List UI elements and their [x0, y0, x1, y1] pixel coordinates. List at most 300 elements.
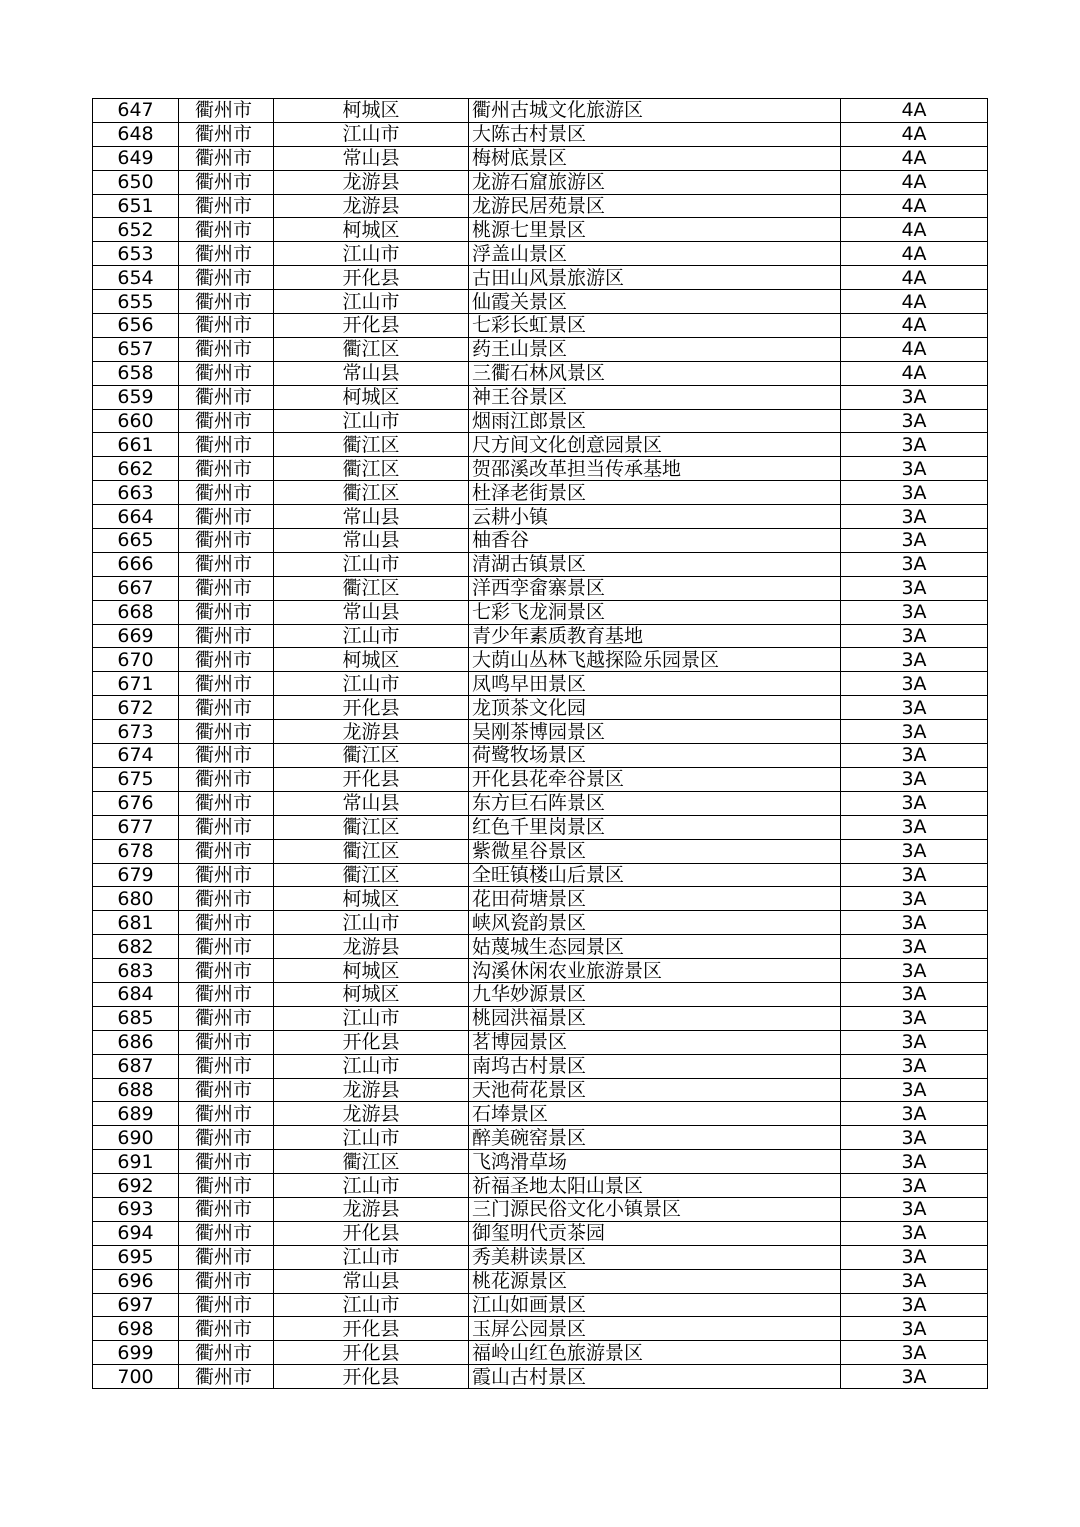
city-cell: 衢州市	[179, 1126, 274, 1150]
scenic-name-cell: 江山如画景区	[469, 1293, 841, 1317]
scenic-name-cell: 玉屏公园景区	[469, 1317, 841, 1341]
row-number-cell: 675	[93, 767, 179, 791]
rating-level-cell: 3A	[841, 1174, 988, 1198]
district-cell: 江山市	[274, 290, 469, 314]
table-row	[93, 744, 988, 768]
city-cell: 衢州市	[179, 935, 274, 959]
scenic-name-cell: 三门源民俗文化小镇景区	[469, 1197, 841, 1221]
rating-level-cell: 3A	[841, 1006, 988, 1030]
row-number-cell: 697	[93, 1293, 179, 1317]
table-row	[93, 433, 988, 457]
district-cell: 常山县	[274, 146, 469, 170]
scenic-name-cell: 醉美碗窑景区	[469, 1126, 841, 1150]
rating-level-cell: 4A	[841, 122, 988, 146]
row-number-cell: 692	[93, 1174, 179, 1198]
scenic-name-cell: 梅树底景区	[469, 146, 841, 170]
scenic-area-table	[92, 98, 988, 1389]
rating-level-cell: 4A	[841, 361, 988, 385]
table-row	[93, 1054, 988, 1078]
table-row	[93, 457, 988, 481]
scenic-name-cell: 茗博园景区	[469, 1030, 841, 1054]
table-row	[93, 170, 988, 194]
city-cell: 衢州市	[179, 505, 274, 529]
table-row	[93, 935, 988, 959]
district-cell: 开化县	[274, 266, 469, 290]
scenic-name-cell: 南坞古村景区	[469, 1054, 841, 1078]
rating-level-cell: 3A	[841, 1341, 988, 1365]
city-cell: 衢州市	[179, 290, 274, 314]
district-cell: 衢江区	[274, 337, 469, 361]
rating-level-cell: 3A	[841, 1126, 988, 1150]
table-row	[93, 1269, 988, 1293]
scenic-name-cell: 洋西孪畲寨景区	[469, 576, 841, 600]
scenic-name-cell: 古田山风景旅游区	[469, 266, 841, 290]
city-cell: 衢州市	[179, 1006, 274, 1030]
district-cell: 龙游县	[274, 720, 469, 744]
district-cell: 常山县	[274, 791, 469, 815]
row-number-cell: 694	[93, 1221, 179, 1245]
district-cell: 龙游县	[274, 1078, 469, 1102]
district-cell: 江山市	[274, 1006, 469, 1030]
city-cell: 衢州市	[179, 242, 274, 266]
row-number-cell: 648	[93, 122, 179, 146]
row-number-cell: 651	[93, 194, 179, 218]
district-cell: 衢江区	[274, 744, 469, 768]
scenic-name-cell: 九华妙源景区	[469, 982, 841, 1006]
row-number-cell: 654	[93, 266, 179, 290]
row-number-cell: 693	[93, 1197, 179, 1221]
row-number-cell: 684	[93, 982, 179, 1006]
rating-level-cell: 3A	[841, 1245, 988, 1269]
scenic-name-cell: 烟雨江郎景区	[469, 409, 841, 433]
rating-level-cell: 3A	[841, 576, 988, 600]
rating-level-cell: 3A	[841, 529, 988, 553]
scenic-name-cell: 天池荷花景区	[469, 1078, 841, 1102]
table-row	[93, 1245, 988, 1269]
city-cell: 衢州市	[179, 385, 274, 409]
row-number-cell: 666	[93, 552, 179, 576]
row-number-cell: 695	[93, 1245, 179, 1269]
scenic-name-cell: 杜泽老街景区	[469, 481, 841, 505]
rating-level-cell: 4A	[841, 218, 988, 242]
district-cell: 衢江区	[274, 863, 469, 887]
rating-level-cell: 4A	[841, 266, 988, 290]
rating-level-cell: 3A	[841, 409, 988, 433]
city-cell: 衢州市	[179, 146, 274, 170]
rating-level-cell: 3A	[841, 982, 988, 1006]
row-number-cell: 686	[93, 1030, 179, 1054]
row-number-cell: 662	[93, 457, 179, 481]
row-number-cell: 660	[93, 409, 179, 433]
city-cell: 衢州市	[179, 959, 274, 983]
district-cell: 衢江区	[274, 457, 469, 481]
district-cell: 柯城区	[274, 648, 469, 672]
scenic-name-cell: 神王谷景区	[469, 385, 841, 409]
table-row	[93, 1006, 988, 1030]
district-cell: 江山市	[274, 911, 469, 935]
rating-level-cell: 3A	[841, 1102, 988, 1126]
city-cell: 衢州市	[179, 1317, 274, 1341]
scenic-name-cell: 清湖古镇景区	[469, 552, 841, 576]
row-number-cell: 678	[93, 839, 179, 863]
table-row	[93, 600, 988, 624]
rating-level-cell: 4A	[841, 194, 988, 218]
rating-level-cell: 4A	[841, 314, 988, 338]
table-row	[93, 409, 988, 433]
rating-level-cell: 3A	[841, 1317, 988, 1341]
table-row	[93, 529, 988, 553]
rating-level-cell: 3A	[841, 815, 988, 839]
scenic-name-cell: 青少年素质教育基地	[469, 624, 841, 648]
district-cell: 江山市	[274, 1126, 469, 1150]
table-row	[93, 99, 988, 123]
row-number-cell: 687	[93, 1054, 179, 1078]
rating-level-cell: 4A	[841, 99, 988, 123]
rating-level-cell: 3A	[841, 672, 988, 696]
city-cell: 衢州市	[179, 1365, 274, 1389]
rating-level-cell: 4A	[841, 146, 988, 170]
table-row	[93, 1197, 988, 1221]
scenic-name-cell: 大荫山丛林飞越探险乐园景区	[469, 648, 841, 672]
rating-level-cell: 3A	[841, 959, 988, 983]
scenic-name-cell: 福岭山红色旅游景区	[469, 1341, 841, 1365]
row-number-cell: 689	[93, 1102, 179, 1126]
rating-level-cell: 3A	[841, 624, 988, 648]
city-cell: 衢州市	[179, 314, 274, 338]
scenic-name-cell: 全旺镇楼山后景区	[469, 863, 841, 887]
district-cell: 开化县	[274, 1341, 469, 1365]
district-cell: 开化县	[274, 314, 469, 338]
scenic-name-cell: 柚香谷	[469, 529, 841, 553]
row-number-cell: 668	[93, 600, 179, 624]
city-cell: 衢州市	[179, 552, 274, 576]
district-cell: 江山市	[274, 552, 469, 576]
table-row	[93, 1174, 988, 1198]
rating-level-cell: 3A	[841, 481, 988, 505]
rating-level-cell: 3A	[841, 767, 988, 791]
row-number-cell: 670	[93, 648, 179, 672]
table-row	[93, 385, 988, 409]
rating-level-cell: 3A	[841, 648, 988, 672]
rating-level-cell: 3A	[841, 1054, 988, 1078]
district-cell: 开化县	[274, 1365, 469, 1389]
city-cell: 衢州市	[179, 600, 274, 624]
row-number-cell: 665	[93, 529, 179, 553]
scenic-name-cell: 花田荷塘景区	[469, 887, 841, 911]
scenic-name-cell: 尺方间文化创意园景区	[469, 433, 841, 457]
row-number-cell: 685	[93, 1006, 179, 1030]
row-number-cell: 669	[93, 624, 179, 648]
district-cell: 江山市	[274, 242, 469, 266]
row-number-cell: 676	[93, 791, 179, 815]
city-cell: 衢州市	[179, 457, 274, 481]
city-cell: 衢州市	[179, 529, 274, 553]
scenic-name-cell: 飞鸿滑草场	[469, 1150, 841, 1174]
district-cell: 衢江区	[274, 433, 469, 457]
city-cell: 衢州市	[179, 1221, 274, 1245]
table-row	[93, 122, 988, 146]
table-row	[93, 1221, 988, 1245]
table-row	[93, 696, 988, 720]
district-cell: 江山市	[274, 1245, 469, 1269]
district-cell: 江山市	[274, 1054, 469, 1078]
rating-level-cell: 3A	[841, 1078, 988, 1102]
row-number-cell: 657	[93, 337, 179, 361]
row-number-cell: 661	[93, 433, 179, 457]
city-cell: 衢州市	[179, 361, 274, 385]
city-cell: 衢州市	[179, 1197, 274, 1221]
table-row	[93, 887, 988, 911]
city-cell: 衢州市	[179, 1102, 274, 1126]
row-number-cell: 652	[93, 218, 179, 242]
table-row	[93, 481, 988, 505]
city-cell: 衢州市	[179, 696, 274, 720]
table-row	[93, 218, 988, 242]
row-number-cell: 696	[93, 1269, 179, 1293]
table-row	[93, 290, 988, 314]
district-cell: 衢江区	[274, 815, 469, 839]
city-cell: 衢州市	[179, 1078, 274, 1102]
district-cell: 龙游县	[274, 170, 469, 194]
rating-level-cell: 3A	[841, 433, 988, 457]
district-cell: 衢江区	[274, 839, 469, 863]
scenic-name-cell: 荷鹭牧场景区	[469, 744, 841, 768]
city-cell: 衢州市	[179, 815, 274, 839]
district-cell: 开化县	[274, 1030, 469, 1054]
district-cell: 常山县	[274, 505, 469, 529]
scenic-name-cell: 龙游民居苑景区	[469, 194, 841, 218]
district-cell: 开化县	[274, 1317, 469, 1341]
table-row	[93, 146, 988, 170]
scenic-name-cell: 紫微星谷景区	[469, 839, 841, 863]
table-row	[93, 314, 988, 338]
city-cell: 衢州市	[179, 1341, 274, 1365]
rating-level-cell: 4A	[841, 170, 988, 194]
row-number-cell: 650	[93, 170, 179, 194]
city-cell: 衢州市	[179, 982, 274, 1006]
row-number-cell: 671	[93, 672, 179, 696]
city-cell: 衢州市	[179, 791, 274, 815]
row-number-cell: 691	[93, 1150, 179, 1174]
table-row	[93, 1293, 988, 1317]
rating-level-cell: 3A	[841, 1365, 988, 1389]
district-cell: 柯城区	[274, 385, 469, 409]
rating-level-cell: 3A	[841, 1269, 988, 1293]
rating-level-cell: 3A	[841, 600, 988, 624]
row-number-cell: 674	[93, 744, 179, 768]
row-number-cell: 699	[93, 1341, 179, 1365]
city-cell: 衢州市	[179, 839, 274, 863]
city-cell: 衢州市	[179, 1174, 274, 1198]
row-number-cell: 700	[93, 1365, 179, 1389]
rating-level-cell: 3A	[841, 839, 988, 863]
scenic-name-cell: 峡风瓷韵景区	[469, 911, 841, 935]
table-row	[93, 194, 988, 218]
table-row	[93, 648, 988, 672]
city-cell: 衢州市	[179, 337, 274, 361]
district-cell: 柯城区	[274, 982, 469, 1006]
table-row	[93, 1102, 988, 1126]
district-cell: 柯城区	[274, 887, 469, 911]
table-row	[93, 624, 988, 648]
row-number-cell: 663	[93, 481, 179, 505]
city-cell: 衢州市	[179, 1293, 274, 1317]
rating-level-cell: 3A	[841, 1030, 988, 1054]
rating-level-cell: 4A	[841, 337, 988, 361]
table-row	[93, 242, 988, 266]
table-row	[93, 1030, 988, 1054]
rating-level-cell: 3A	[841, 1150, 988, 1174]
table-row	[93, 982, 988, 1006]
scenic-name-cell: 桃源七里景区	[469, 218, 841, 242]
scenic-name-cell: 祈福圣地太阳山景区	[469, 1174, 841, 1198]
table-row	[93, 337, 988, 361]
row-number-cell: 673	[93, 720, 179, 744]
table-row	[93, 839, 988, 863]
scenic-name-cell: 沟溪休闲农业旅游景区	[469, 959, 841, 983]
scenic-name-cell: 红色千里岗景区	[469, 815, 841, 839]
table-row	[93, 1126, 988, 1150]
scenic-name-cell: 贺邵溪改革担当传承基地	[469, 457, 841, 481]
city-cell: 衢州市	[179, 1150, 274, 1174]
scenic-name-cell: 云耕小镇	[469, 505, 841, 529]
scenic-name-cell: 仙霞关景区	[469, 290, 841, 314]
row-number-cell: 698	[93, 1317, 179, 1341]
scenic-name-cell: 石埲景区	[469, 1102, 841, 1126]
district-cell: 江山市	[274, 672, 469, 696]
scenic-name-cell: 七彩飞龙洞景区	[469, 600, 841, 624]
district-cell: 江山市	[274, 624, 469, 648]
district-cell: 开化县	[274, 1221, 469, 1245]
scenic-name-cell: 药王山景区	[469, 337, 841, 361]
row-number-cell: 659	[93, 385, 179, 409]
table-row	[93, 1365, 988, 1389]
rating-level-cell: 3A	[841, 911, 988, 935]
city-cell: 衢州市	[179, 744, 274, 768]
scenic-name-cell: 东方巨石阵景区	[469, 791, 841, 815]
rating-level-cell: 3A	[841, 720, 988, 744]
district-cell: 江山市	[274, 122, 469, 146]
city-cell: 衢州市	[179, 1054, 274, 1078]
district-cell: 衢江区	[274, 1150, 469, 1174]
rating-level-cell: 3A	[841, 457, 988, 481]
district-cell: 江山市	[274, 1293, 469, 1317]
rating-level-cell: 3A	[841, 1197, 988, 1221]
row-number-cell: 683	[93, 959, 179, 983]
city-cell: 衢州市	[179, 672, 274, 696]
city-cell: 衢州市	[179, 266, 274, 290]
city-cell: 衢州市	[179, 433, 274, 457]
scenic-name-cell: 七彩长虹景区	[469, 314, 841, 338]
scenic-name-cell: 桃园洪福景区	[469, 1006, 841, 1030]
row-number-cell: 653	[93, 242, 179, 266]
city-cell: 衢州市	[179, 720, 274, 744]
row-number-cell: 649	[93, 146, 179, 170]
table-row	[93, 767, 988, 791]
rating-level-cell: 3A	[841, 1221, 988, 1245]
table-row	[93, 791, 988, 815]
district-cell: 常山县	[274, 600, 469, 624]
city-cell: 衢州市	[179, 624, 274, 648]
table-row	[93, 911, 988, 935]
scenic-name-cell: 桃花源景区	[469, 1269, 841, 1293]
table-row	[93, 1078, 988, 1102]
row-number-cell: 677	[93, 815, 179, 839]
city-cell: 衢州市	[179, 99, 274, 123]
scenic-name-cell: 霞山古村景区	[469, 1365, 841, 1389]
row-number-cell: 672	[93, 696, 179, 720]
district-cell: 龙游县	[274, 1197, 469, 1221]
district-cell: 常山县	[274, 529, 469, 553]
city-cell: 衢州市	[179, 481, 274, 505]
city-cell: 衢州市	[179, 863, 274, 887]
city-cell: 衢州市	[179, 1245, 274, 1269]
scenic-name-cell: 龙顶茶文化园	[469, 696, 841, 720]
table-row	[93, 672, 988, 696]
district-cell: 衢江区	[274, 481, 469, 505]
scenic-name-cell: 三衢石林风景区	[469, 361, 841, 385]
scenic-name-cell: 衢州古城文化旅游区	[469, 99, 841, 123]
row-number-cell: 680	[93, 887, 179, 911]
city-cell: 衢州市	[179, 911, 274, 935]
scenic-name-cell: 浮盖山景区	[469, 242, 841, 266]
city-cell: 衢州市	[179, 648, 274, 672]
city-cell: 衢州市	[179, 194, 274, 218]
row-number-cell: 655	[93, 290, 179, 314]
district-cell: 开化县	[274, 767, 469, 791]
district-cell: 常山县	[274, 1269, 469, 1293]
table-row	[93, 720, 988, 744]
rating-level-cell: 3A	[841, 744, 988, 768]
row-number-cell: 647	[93, 99, 179, 123]
rating-level-cell: 3A	[841, 863, 988, 887]
table-row	[93, 576, 988, 600]
district-cell: 常山县	[274, 361, 469, 385]
scenic-name-cell: 御玺明代贡茶园	[469, 1221, 841, 1245]
scenic-name-cell: 龙游石窟旅游区	[469, 170, 841, 194]
city-cell: 衢州市	[179, 122, 274, 146]
row-number-cell: 688	[93, 1078, 179, 1102]
row-number-cell: 682	[93, 935, 179, 959]
city-cell: 衢州市	[179, 887, 274, 911]
table-row	[93, 1341, 988, 1365]
district-cell: 龙游县	[274, 194, 469, 218]
rating-level-cell: 3A	[841, 791, 988, 815]
city-cell: 衢州市	[179, 170, 274, 194]
scenic-name-cell: 开化县花牵谷景区	[469, 767, 841, 791]
scenic-name-cell: 姑蔑城生态园景区	[469, 935, 841, 959]
rating-level-cell: 3A	[841, 1293, 988, 1317]
rating-level-cell: 3A	[841, 696, 988, 720]
table-row	[93, 266, 988, 290]
scenic-name-cell: 凤鸣早田景区	[469, 672, 841, 696]
row-number-cell: 690	[93, 1126, 179, 1150]
rating-level-cell: 3A	[841, 887, 988, 911]
scenic-name-cell: 秀美耕读景区	[469, 1245, 841, 1269]
table-row	[93, 959, 988, 983]
city-cell: 衢州市	[179, 1269, 274, 1293]
city-cell: 衢州市	[179, 767, 274, 791]
rating-level-cell: 3A	[841, 552, 988, 576]
table-row	[93, 815, 988, 839]
row-number-cell: 658	[93, 361, 179, 385]
district-cell: 柯城区	[274, 99, 469, 123]
table-row	[93, 1150, 988, 1174]
rating-level-cell: 4A	[841, 290, 988, 314]
district-cell: 江山市	[274, 409, 469, 433]
row-number-cell: 656	[93, 314, 179, 338]
rating-level-cell: 3A	[841, 385, 988, 409]
